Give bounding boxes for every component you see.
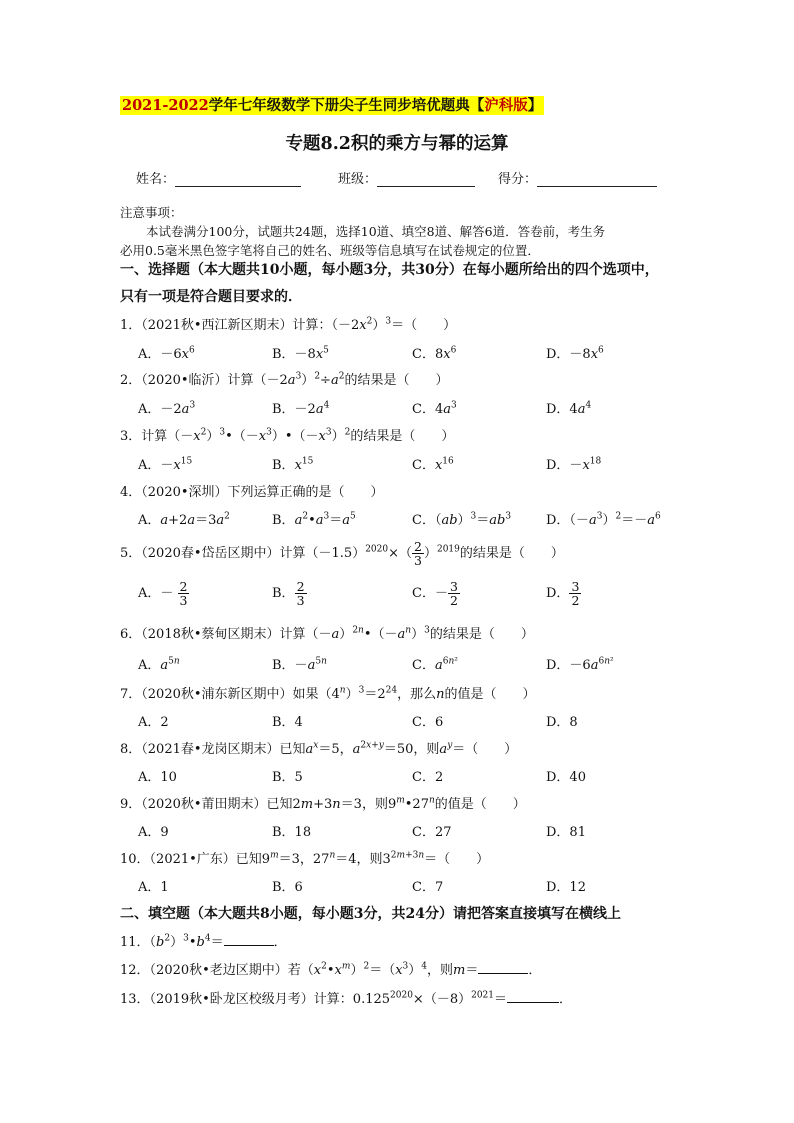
series-text: 学年七年级数学下册尖子生同步培优题典【 [208, 97, 485, 114]
class-line[interactable] [377, 172, 475, 187]
question-8-option-a[interactable]: A．10 [138, 770, 177, 785]
question-2-option-c[interactable]: C．$4a^3$ [412, 400, 457, 417]
question-3-stem: 3．计算$(-x^2)^3•(-x^3)•(-x^3)^2$的结果是（ ） [120, 427, 455, 444]
question-10-option-c[interactable]: C．7 [412, 880, 444, 895]
question-1-option-c[interactable]: C．$8x^6$ [412, 345, 457, 362]
question-6-option-d[interactable]: D．$-6a^{6n^2}$ [546, 656, 614, 673]
question-6-option-a[interactable]: A．$a^{5n}$ [138, 656, 180, 673]
question-9-option-b[interactable]: B．18 [272, 825, 312, 840]
question-7-option-b[interactable]: B．4 [272, 715, 303, 730]
question-4-option-b[interactable]: B．$a^2•a^3=a^5$ [272, 511, 356, 528]
question-9-option-a[interactable]: A．9 [138, 825, 169, 840]
question-1-stem: 1．（2021秋•西江新区期末）计算：$(-2x^2)^3=$（ ） [120, 316, 457, 333]
question-3-option-b[interactable]: B．$x^{15}$ [272, 456, 314, 473]
question-9-option-d[interactable]: D．81 [546, 825, 586, 840]
answer-blank-13[interactable] [507, 990, 559, 1003]
score-field [498, 168, 657, 187]
notice-line-1: 本试卷满分100分，试题共24题，选择10道、填空8道、解答6道．答卷前，考生务 [146, 224, 606, 239]
notice-heading: 注意事项： [120, 205, 183, 220]
question-7-option-a[interactable]: A．2 [138, 715, 169, 730]
name-line[interactable] [175, 172, 301, 187]
question-5-option-c[interactable]: C．－ $\frac{3}{2}$ [412, 579, 458, 608]
question-1-option-d[interactable]: D．$-8x^6$ [546, 345, 604, 362]
question-7-option-d[interactable]: D．8 [546, 715, 578, 730]
question-4-option-c[interactable]: C．$(ab)^3=ab^3$ [412, 511, 512, 528]
score-line[interactable] [537, 172, 657, 187]
series-close: 】 [527, 97, 543, 114]
series-years: 2021-2022 [122, 97, 209, 114]
question-5-option-b[interactable]: B． $\frac{2}{3}$ [272, 579, 305, 608]
page-title: 专题8.2积的乘方与幂的运算 [285, 134, 509, 154]
notice-line-2: 必用0.5毫米黑色签字笔将自己的姓名、班级等信息填写在试卷规定的位置． [120, 243, 540, 258]
frac-2-3: $\frac{2}{3}$ [414, 539, 422, 568]
name-field [136, 168, 301, 187]
question-2-option-d[interactable]: D．$4a^4$ [546, 400, 592, 417]
question-8-option-c[interactable]: C．2 [412, 770, 444, 785]
question-2-stem: 2．（2020•临沂）计算$(-2a^3)^2\div a^2$的结果是（ ） [120, 371, 449, 388]
question-2-option-b[interactable]: B．$-2a^4$ [272, 400, 330, 417]
question-8-option-b[interactable]: B．5 [272, 770, 303, 785]
question-6-option-b[interactable]: B．$-a^{5n}$ [272, 656, 327, 673]
question-4-option-d[interactable]: D．$(-a^3)^2=-a^6$ [546, 511, 661, 528]
question-4-option-a[interactable]: A．$a+2a=3a^2$ [138, 511, 230, 528]
series-edition: 沪科版 [484, 97, 528, 114]
name-label: 姓名： [136, 172, 176, 187]
answer-blank-12[interactable] [478, 961, 528, 974]
question-10-stem: 10．（2021•广东）已知$9^m=3$，$27^n=4$，则$3^{2m+3n}=$（ ） [120, 850, 490, 867]
question-8-stem: 8．（2021春•龙岗区期末）已知$a^x=5$，$a^{2x+y}=50$，则$a^y=$（ ） [120, 740, 518, 757]
series-banner [120, 96, 544, 115]
question-7-stem: 7．（2020秋•浦东新区期中）如果$(4^n)^3=2^{24}$，那么n的值是（ ） [120, 685, 536, 702]
question-10-option-a[interactable]: A．1 [138, 880, 169, 895]
question-5-stem: 5．（2020春•岱岳区期中）计算$(-1.5)^{2020}\times$（ $\frac{2}{3}$ ）$^{2019}$的结果是（ ） [120, 539, 564, 568]
question-2-option-a[interactable]: A．$-2a^3$ [138, 400, 196, 417]
question-9-stem: 9．（2020秋•莆田期末）已知2m+3n＝3，则9$^m$•27$^n$的值是（ ） [120, 795, 526, 812]
question-5-option-a[interactable]: A．－ $\frac{2}{3}$ [138, 579, 188, 608]
class-label: 班级： [338, 172, 378, 187]
question-10-option-b[interactable]: B．6 [272, 880, 303, 895]
question-6-stem: 6．（2018秋•蔡甸区期末）计算$(-a)^{2n}•(-a^n)^3$的结果是（ ） [120, 625, 534, 642]
question-11-stem: 11．$(b^2)^3•b^4=$ ． [120, 933, 287, 950]
question-12-stem: 12．（2020秋•老边区期中）若$(x^2•x^m)^2=(x^3)^4$，则m＝ ． [120, 961, 542, 978]
question-4-stem: 4．（2020•深圳）下列运算正确的是（ ） [120, 485, 384, 500]
section1-line-1: 一、选择题（本大题共10小题，每小题3分，共30分）在每小题所给出的四个选项中， [120, 262, 659, 278]
question-10-option-d[interactable]: D．12 [546, 880, 586, 895]
question-3-option-c[interactable]: C．$x^{16}$ [412, 456, 454, 473]
question-13-stem: 13．（2019秋•卧龙区校级月考）计算：$0.125^{2020}\times(-8)^{2021}=$ ． [120, 990, 573, 1007]
question-7-option-c[interactable]: C．6 [412, 715, 444, 730]
section1-line-2: 只有一项是符合题目要求的． [120, 289, 302, 305]
question-1-option-a[interactable]: A．$-6x^6$ [138, 345, 195, 362]
question-3-option-a[interactable]: A．$-x^{15}$ [138, 456, 193, 473]
class-field [338, 168, 475, 187]
question-9-option-c[interactable]: C．27 [412, 825, 452, 840]
question-5-option-d[interactable]: D． $\frac{3}{2}$ [546, 579, 580, 608]
question-8-option-d[interactable]: D．40 [546, 770, 586, 785]
question-6-option-c[interactable]: C．$a^{6n^2}$ [412, 656, 458, 673]
score-label: 得分： [498, 172, 538, 187]
question-3-option-d[interactable]: D．$-x^{18}$ [546, 456, 602, 473]
question-1-option-b[interactable]: B．$-8x^5$ [272, 345, 329, 362]
answer-blank-11[interactable] [224, 933, 274, 946]
section2-line-1: 二、填空题（本大题共8小题，每小题3分，共24分）请把答案直接填写在横线上 [120, 906, 621, 922]
